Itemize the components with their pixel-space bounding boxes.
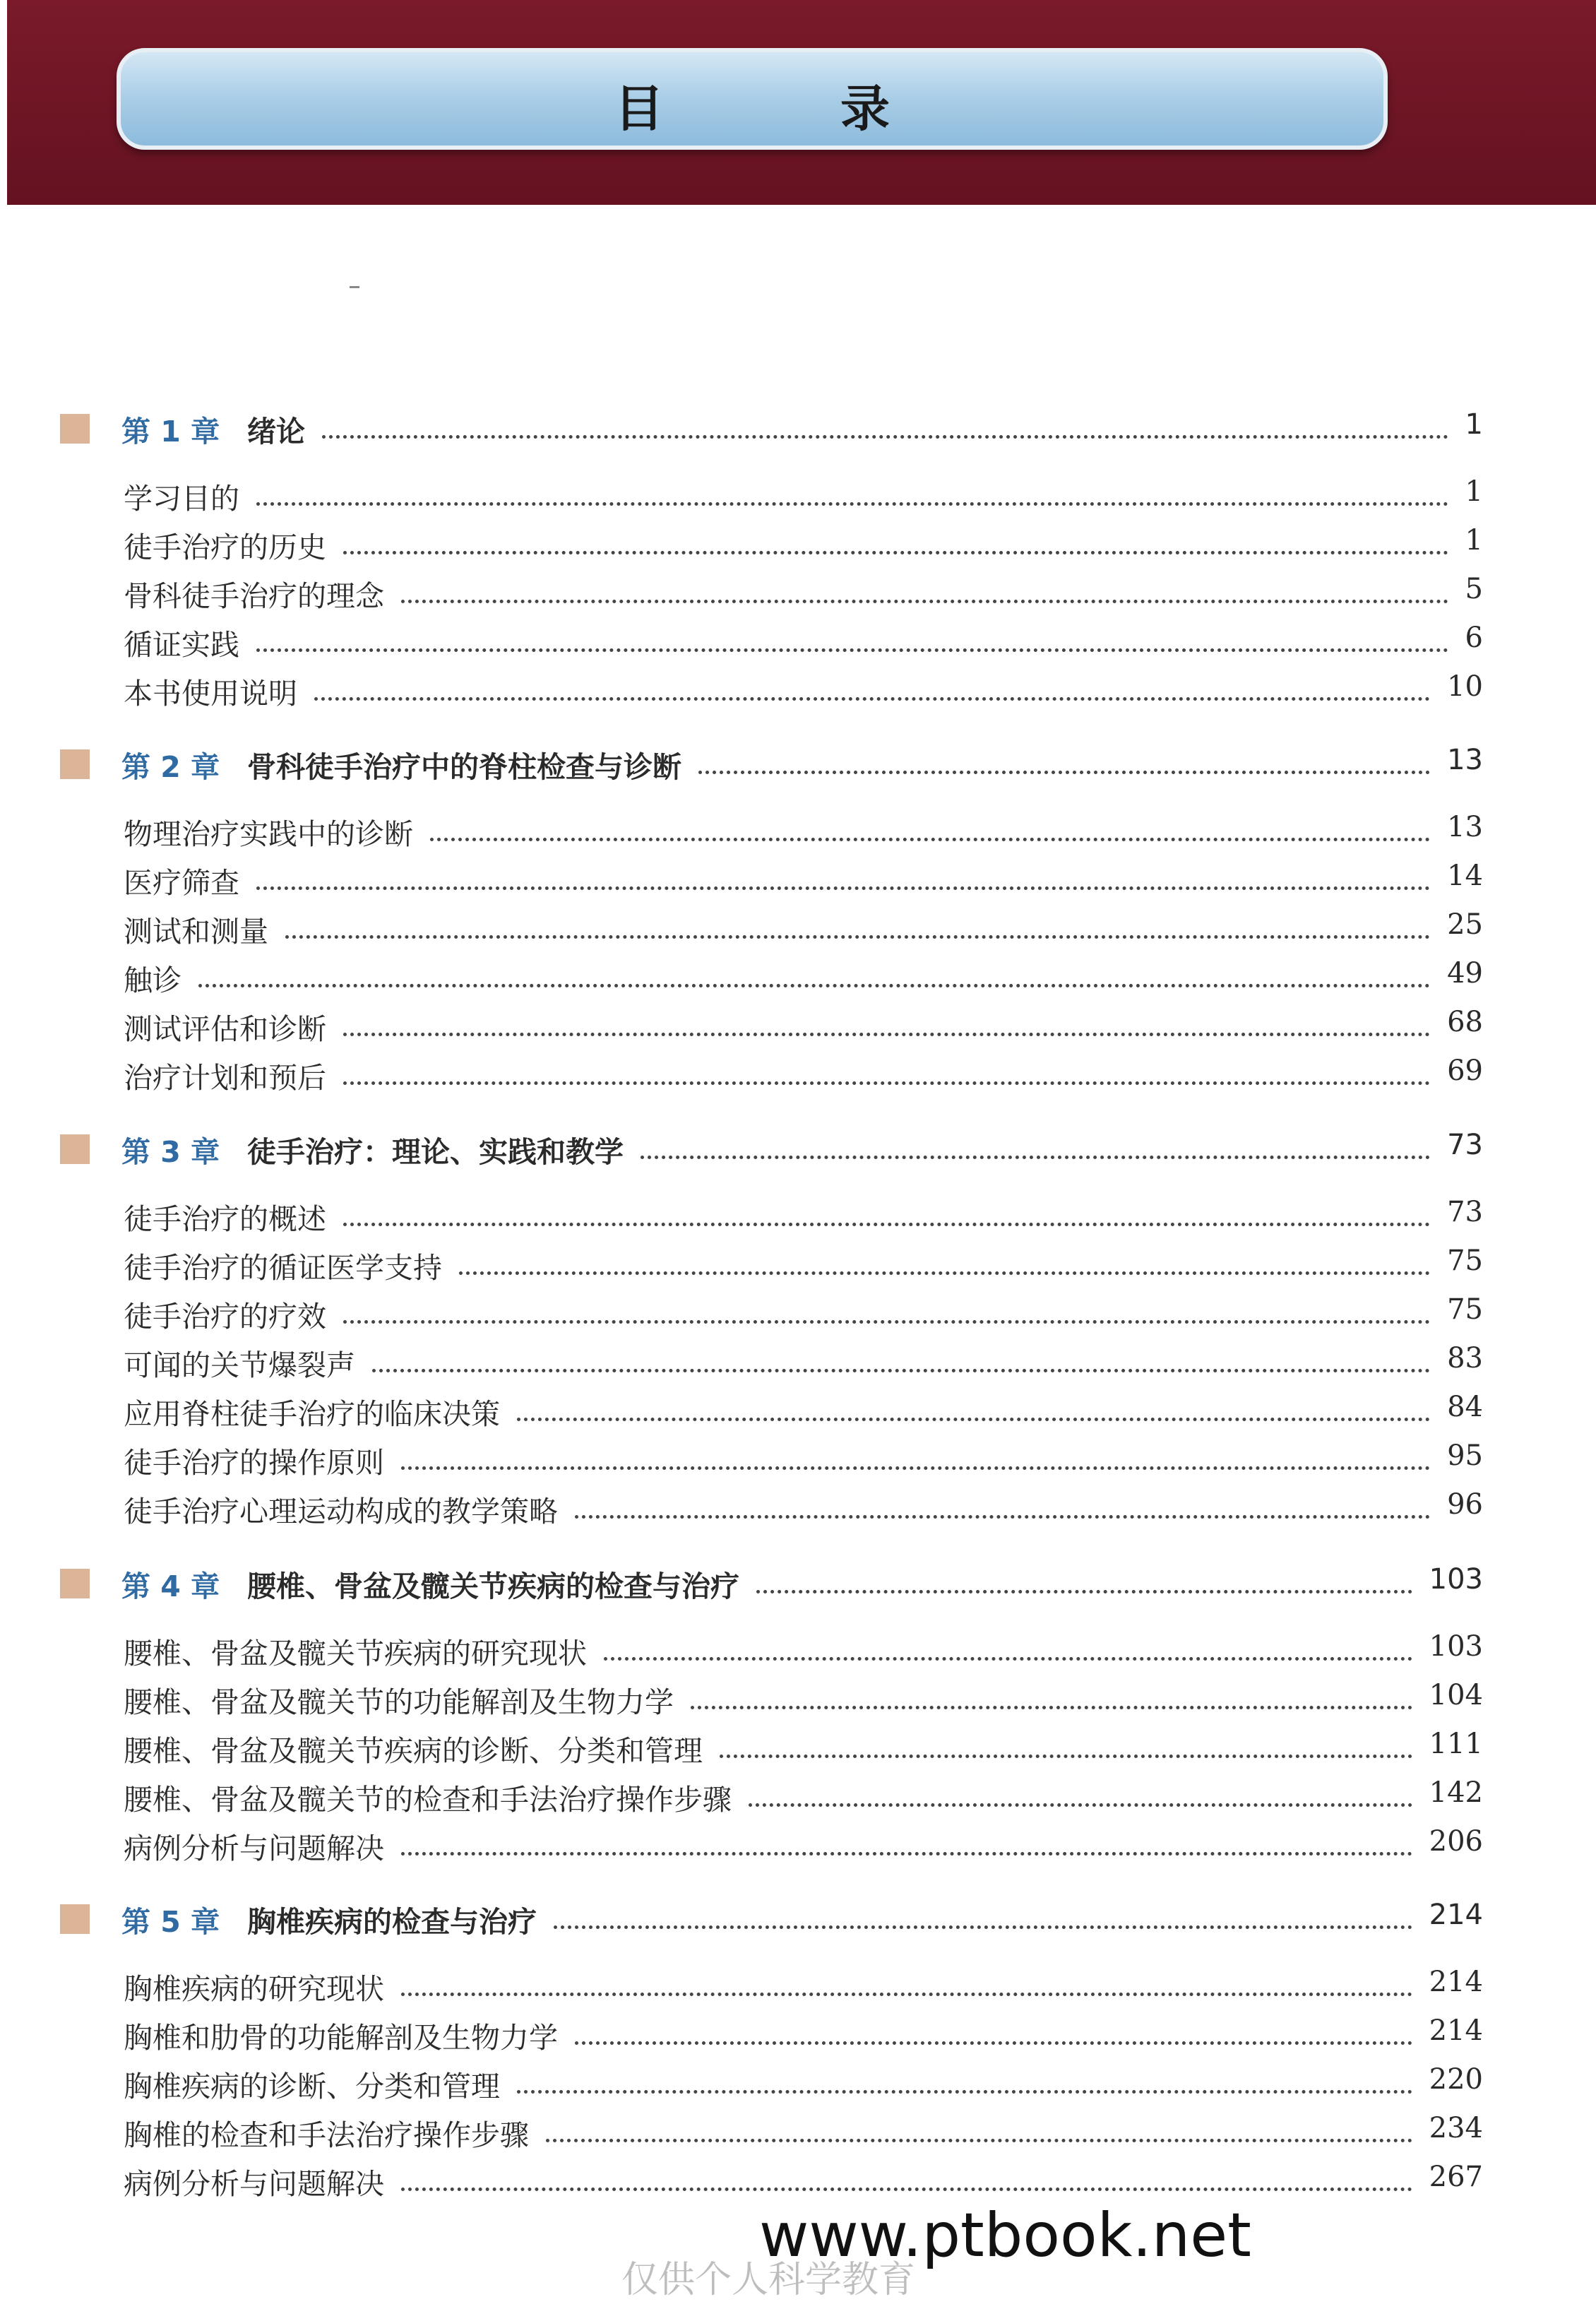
dot-leader xyxy=(430,817,1430,841)
section-entry[interactable] xyxy=(0,1722,1596,1771)
section-title: 骨科徒手治疗的理念 xyxy=(124,579,384,613)
section-title: 徒手治疗的循证医学支持 xyxy=(124,1251,442,1285)
section-title: 腰椎、骨盆及髋关节的功能解剖及生物力学 xyxy=(124,1685,674,1719)
dot-leader xyxy=(256,627,1448,652)
dot-leader xyxy=(256,481,1448,506)
section-page-number: 84 xyxy=(1447,1391,1483,1423)
section-page-number: 6 xyxy=(1465,622,1483,654)
chapter-block xyxy=(0,738,1596,1095)
section-title: 医疗筛查 xyxy=(124,866,239,900)
dot-leader xyxy=(401,1831,1412,1856)
chapter-page-number: 103 xyxy=(1429,1563,1483,1596)
chapter-block xyxy=(0,1123,1596,1529)
chapter-block xyxy=(0,1893,1596,2201)
chapter-title: 胸椎疾病的检查与治疗 xyxy=(247,1905,537,1939)
chapter-square-icon xyxy=(60,414,90,444)
chapter-title: 骨科徒手治疗中的脊柱检查与诊断 xyxy=(247,750,681,784)
section-entry[interactable] xyxy=(0,1385,1596,1434)
section-title: 本书使用说明 xyxy=(124,677,297,711)
section-title: 徒手治疗的概述 xyxy=(124,1202,326,1236)
dot-leader xyxy=(459,1250,1430,1275)
dot-leader xyxy=(749,1782,1412,1807)
section-entry[interactable] xyxy=(0,616,1596,665)
section-title: 徒手治疗的操作原则 xyxy=(124,1446,384,1480)
chapter-number: 第 5 章 xyxy=(121,1905,220,1939)
section-title: 徒手治疗的历史 xyxy=(124,530,326,564)
section-title: 应用脊柱徒手治疗的临床决策 xyxy=(124,1397,500,1431)
chapter-page-number: 13 xyxy=(1447,744,1483,776)
section-entry[interactable] xyxy=(0,805,1596,854)
dot-leader xyxy=(401,2166,1412,2191)
dot-leader xyxy=(343,1011,1430,1036)
section-title: 徒手治疗心理运动构成的教学策略 xyxy=(124,1495,558,1529)
chapter-number: 第 4 章 xyxy=(121,1569,220,1603)
watermark-note: 仅供个人科学教育 xyxy=(621,2259,916,2301)
section-entry[interactable] xyxy=(0,854,1596,903)
section-title: 胸椎和肋骨的功能解剖及生物力学 xyxy=(124,2021,558,2055)
section-entry[interactable] xyxy=(0,1771,1596,1820)
section-entry[interactable] xyxy=(0,2106,1596,2155)
section-entry[interactable] xyxy=(0,1190,1596,1239)
dot-leader xyxy=(517,1396,1430,1421)
section-title: 病例分析与问题解决 xyxy=(124,1832,384,1865)
section-entry[interactable] xyxy=(0,951,1596,1000)
dot-leader xyxy=(322,414,1448,439)
dot-leader xyxy=(641,1134,1430,1159)
chapter-entry[interactable] xyxy=(0,403,1596,459)
section-title: 胸椎的检查和手法治疗操作步骤 xyxy=(124,2118,529,2152)
section-entry[interactable] xyxy=(0,518,1596,567)
chapter-entry[interactable] xyxy=(0,1893,1596,1949)
section-page-number: 5 xyxy=(1465,573,1483,605)
section-page-number: 142 xyxy=(1429,1776,1483,1809)
chapter-entry[interactable] xyxy=(0,1557,1596,1614)
chapter-block xyxy=(0,1557,1596,1865)
chapter-square-icon xyxy=(60,1569,90,1598)
dot-leader xyxy=(401,1445,1430,1470)
dot-leader xyxy=(285,914,1430,939)
section-title: 腰椎、骨盆及髋关节的检查和手法治疗操作步骤 xyxy=(124,1783,732,1817)
section-entry[interactable] xyxy=(0,1239,1596,1288)
section-title: 病例分析与问题解决 xyxy=(124,2167,384,2201)
dot-leader xyxy=(720,1733,1412,1758)
section-title: 胸椎疾病的研究现状 xyxy=(124,1972,384,2006)
section-entry[interactable] xyxy=(0,567,1596,616)
section-page-number: 267 xyxy=(1429,2161,1483,2193)
section-entry[interactable] xyxy=(0,470,1596,518)
section-entry[interactable] xyxy=(0,1336,1596,1385)
chapter-entry[interactable] xyxy=(0,738,1596,795)
section-list xyxy=(0,470,1596,713)
section-entry[interactable] xyxy=(0,2155,1596,2204)
chapter-page-number: 1 xyxy=(1465,408,1483,441)
section-page-number: 103 xyxy=(1429,1630,1483,1663)
section-page-number: 214 xyxy=(1429,1966,1483,1998)
section-title: 治疗计划和预后 xyxy=(124,1061,326,1095)
section-entry[interactable] xyxy=(0,903,1596,951)
section-page-number: 1 xyxy=(1465,475,1483,508)
section-entry[interactable] xyxy=(0,1673,1596,1722)
section-list xyxy=(0,1960,1596,2204)
dot-leader xyxy=(343,530,1448,554)
section-entry[interactable] xyxy=(0,2058,1596,2106)
section-page-number: 75 xyxy=(1447,1245,1483,1277)
dot-leader xyxy=(575,1494,1430,1519)
dot-leader xyxy=(554,1904,1412,1929)
section-page-number: 220 xyxy=(1429,2063,1483,2096)
dot-leader xyxy=(198,963,1430,987)
dot-leader xyxy=(343,1060,1430,1085)
section-page-number: 68 xyxy=(1447,1006,1483,1038)
section-entry[interactable] xyxy=(0,2009,1596,2058)
section-title: 触诊 xyxy=(124,963,181,997)
chapter-title: 绪论 xyxy=(247,415,305,449)
section-page-number: 49 xyxy=(1447,957,1483,990)
dot-leader xyxy=(756,1569,1412,1593)
dot-leader xyxy=(401,1971,1412,1996)
dot-leader xyxy=(372,1348,1430,1372)
section-entry[interactable] xyxy=(0,665,1596,713)
section-page-number: 234 xyxy=(1429,2112,1483,2144)
section-title: 测试和测量 xyxy=(124,915,268,949)
section-entry[interactable] xyxy=(0,1000,1596,1049)
section-title: 徒手治疗的疗效 xyxy=(124,1300,326,1334)
section-title: 可闻的关节爆裂声 xyxy=(124,1348,355,1382)
chapter-block xyxy=(0,403,1596,711)
chapter-page-number: 214 xyxy=(1429,1899,1483,1931)
section-page-number: 104 xyxy=(1429,1679,1483,1711)
page-title: 目 录 xyxy=(614,80,953,138)
section-page-number: 10 xyxy=(1447,670,1483,703)
section-page-number: 206 xyxy=(1429,1825,1483,1858)
section-page-number: 96 xyxy=(1447,1488,1483,1521)
section-title: 腰椎、骨盆及髋关节疾病的研究现状 xyxy=(124,1637,587,1670)
section-page-number: 25 xyxy=(1447,908,1483,941)
section-entry[interactable] xyxy=(0,1288,1596,1336)
section-title: 物理治疗实践中的诊断 xyxy=(124,817,413,851)
section-page-number: 111 xyxy=(1429,1728,1483,1760)
section-list xyxy=(0,1625,1596,1868)
chapter-square-icon xyxy=(60,1904,90,1934)
section-title: 胸椎疾病的诊断、分类和管理 xyxy=(124,2070,500,2103)
section-list xyxy=(0,1190,1596,1531)
section-entry[interactable] xyxy=(0,1625,1596,1673)
chapter-square-icon xyxy=(60,1134,90,1164)
dot-leader xyxy=(546,2118,1412,2142)
section-title: 循证实践 xyxy=(124,628,239,662)
chapter-number: 第 3 章 xyxy=(121,1135,220,1169)
chapter-page-number: 73 xyxy=(1447,1129,1483,1161)
dot-leader xyxy=(691,1685,1412,1709)
section-entry[interactable] xyxy=(0,1483,1596,1531)
dot-leader xyxy=(343,1201,1430,1226)
section-entry[interactable] xyxy=(0,1960,1596,2009)
chapter-number: 第 1 章 xyxy=(121,415,220,449)
section-page-number: 14 xyxy=(1447,860,1483,892)
chapter-title: 腰椎、骨盆及髋关节疾病的检查与治疗 xyxy=(247,1569,739,1603)
watermark-url: www.ptbook.net xyxy=(759,2200,1251,2271)
section-page-number: 69 xyxy=(1447,1055,1483,1087)
dot-leader xyxy=(698,749,1430,774)
section-entry[interactable] xyxy=(0,1049,1596,1098)
section-page-number: 73 xyxy=(1447,1196,1483,1228)
dot-leader xyxy=(604,1636,1412,1661)
chapter-title: 徒手治疗：理论、实践和教学 xyxy=(247,1135,624,1169)
section-page-number: 95 xyxy=(1447,1440,1483,1472)
chapter-number: 第 2 章 xyxy=(121,750,220,784)
section-page-number: 75 xyxy=(1447,1293,1483,1326)
section-entry[interactable] xyxy=(0,1434,1596,1483)
section-page-number: 214 xyxy=(1429,2014,1483,2047)
section-page-number: 1 xyxy=(1465,524,1483,557)
chapter-square-icon xyxy=(60,749,90,779)
section-title: 学习目的 xyxy=(124,482,239,516)
section-entry[interactable] xyxy=(0,1820,1596,1868)
chapter-entry[interactable] xyxy=(0,1123,1596,1180)
section-page-number: 83 xyxy=(1447,1342,1483,1375)
dot-leader xyxy=(343,1299,1430,1324)
dot-leader xyxy=(575,2020,1412,2045)
section-title: 测试评估和诊断 xyxy=(124,1012,326,1046)
dot-leader xyxy=(314,676,1430,701)
section-list xyxy=(0,805,1596,1098)
dot-leader xyxy=(517,2069,1412,2094)
dot-leader xyxy=(256,865,1430,890)
section-title: 腰椎、骨盆及髋关节疾病的诊断、分类和管理 xyxy=(124,1734,703,1768)
section-page-number: 13 xyxy=(1447,811,1483,843)
dot-leader xyxy=(401,578,1448,603)
